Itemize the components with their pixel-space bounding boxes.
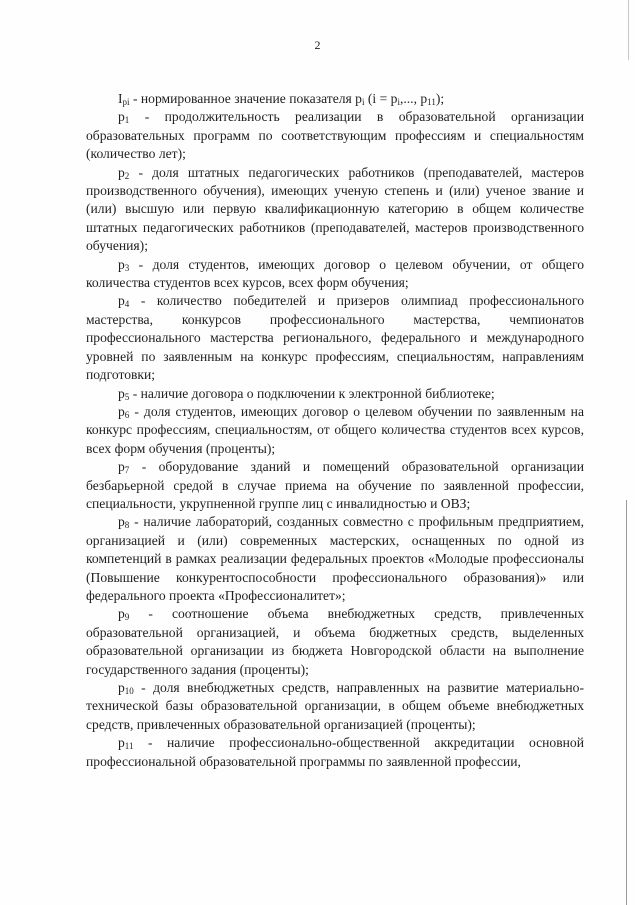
symbol-subscript: pi [122, 97, 130, 107]
symbol: p [118, 164, 125, 180]
paragraph-p5 [86, 385, 584, 403]
paragraph-text: - оборудование зданий и помещений образовательной организации безбарьерной средой в случае приема на обучение по заявленной профессии, специальности, укрупненной группе лиц с инвалидностью и ОВЗ; [86, 459, 584, 511]
paragraph-text: - доля внебюджетных средств, направленных на развитие материально-технической базы образовательной организации, в общем объеме внебюджетных средств, привлеченных образовательной организацией (проценты); [86, 680, 584, 732]
paragraph-text: - нормированное значение показателя p [129, 91, 362, 106]
symbol-subscript: 10 [124, 686, 134, 696]
paragraph-text: ,..., p [399, 91, 428, 106]
symbol-subscript: 7 [124, 465, 130, 476]
paragraph-p9 [86, 605, 584, 679]
paragraph-text: - наличие договора о подключении к электронной библиотеке; [129, 385, 495, 401]
paragraph-p11 [86, 734, 584, 771]
symbol-subscript: 1 [124, 115, 130, 126]
symbol: p [118, 514, 125, 530]
paragraph-text: - продолжительность реализации в образовательной организации образовательных программ по соответствующим профессиям и специальностям (количество лет); [86, 109, 584, 162]
paragraph-p1 [86, 108, 584, 163]
symbol: p [118, 606, 125, 622]
paragraph-text: - количество победителей и призеров олимпиад профессионального мастерства, конкурсов профессионального мастерства, чемпионатов профессионального мастерства регионального, федерального и международного уровней по заявленным на конкурс профессиям, специальностям, направлениям подготовки; [86, 293, 584, 383]
symbol: p [118, 459, 125, 475]
paragraph-p6 [86, 403, 584, 458]
paragraph-p3 [86, 256, 584, 293]
inline-subscript: i [361, 97, 365, 107]
symbol: p [118, 293, 125, 309]
symbol-subscript: 4 [124, 299, 130, 310]
symbol: p [118, 109, 125, 125]
paragraph-text: - доля студентов, имеющих договор о целевом обучении, от общего количества студентов всех курсов, всех форм обучения; [86, 256, 584, 291]
paragraph-text: (i = p [364, 91, 398, 106]
scan-edge-artifact [626, 500, 627, 905]
symbol: p [118, 403, 125, 419]
symbol-subscript: 3 [124, 262, 130, 273]
symbol-subscript: 6 [124, 409, 130, 420]
paragraph-text: - наличие лабораторий, созданных совместно с профильным предприятием, организацией и (или) современных мастерских, оснащенных по одной из компетенций в рамках реализации федеральных проектов «Молодые профессионалы (Повышение конкурентоспособности профессионального образования)» или федерального проекта «Профессионалитет»; [86, 514, 584, 603]
paragraph-text: ); [435, 91, 445, 106]
paragraph-p10 [86, 679, 584, 734]
paragraph-text: - наличие профессионально-общественной аккредитации основной профессиональной образовательной программы по заявленной профессии, [86, 735, 584, 769]
paragraph-ipi [86, 90, 584, 108]
inline-subscript: i [397, 97, 400, 107]
paragraph-p7 [86, 458, 584, 513]
paragraph-p4 [86, 292, 584, 384]
symbol: p [118, 256, 125, 272]
symbol: p [118, 680, 125, 695]
symbol-subscript: 5 [124, 391, 130, 402]
symbol-subscript: 11 [124, 741, 134, 752]
inline-subscript: 11 [427, 97, 436, 107]
symbol: I [118, 91, 123, 106]
paragraph-text: - доля студентов, имеющих договор о целевом обучении по заявленным на конкурс профессиям, специальностям, от общего количества студентов всех курсов, всех форм обучения (проценты); [86, 403, 584, 456]
paragraph-text: - соотношение объема внебюджетных средств, привлеченных образовательной организацией, и объема бюджетных средств, выделенных образовательной организации из бюджета Новгородской области на выполнение государственного задания (проценты); [86, 606, 584, 677]
paragraph-p8 [86, 513, 584, 605]
paragraph-p2 [86, 164, 584, 256]
paragraph-text: - доля штатных педагогических работников (преподавателей, мастеров производственного обучения), имеющих ученую степень и (или) ученое звание и (или) высшую или первую квалификационную категорию в общем количестве штатных педагогических работников (преподавателей, мастеров производственного обучения); [86, 164, 584, 254]
symbol-subscript: 9 [124, 612, 130, 623]
symbol-subscript: 2 [124, 170, 130, 181]
symbol: p [118, 385, 125, 401]
page-number: 2 [314, 38, 321, 52]
symbol-subscript: 8 [124, 520, 130, 531]
document-body [86, 90, 584, 771]
symbol: p [118, 735, 125, 751]
